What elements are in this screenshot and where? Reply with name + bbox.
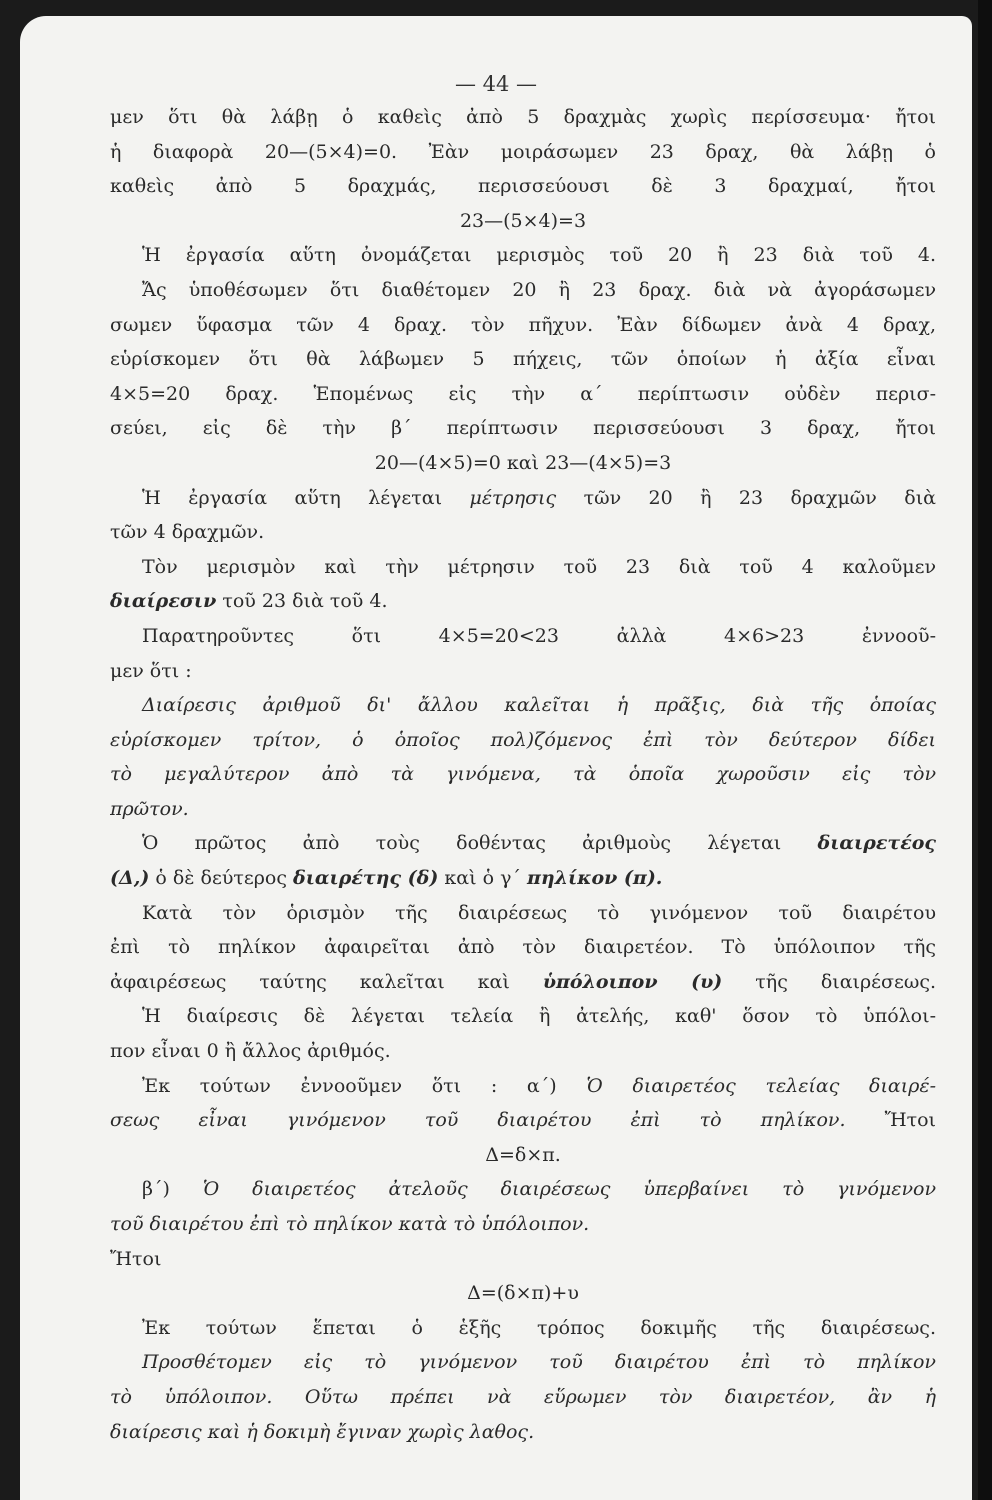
rule-text: σεως εἶναι γινόμενον τοῦ διαιρέτου ἐπὶ τὸ πηλίκον. bbox=[110, 1109, 846, 1132]
scan-edge bbox=[978, 0, 992, 1500]
text-line bbox=[110, 1103, 936, 1138]
page-number: — 44 — bbox=[454, 72, 538, 96]
text-line: Ἡ ἐργασία αὕτη ὀνομάζεται μερισμὸς τοῦ 20 ἢ 23 διὰ τοῦ 4. bbox=[142, 244, 936, 267]
term-metrisis: μέτρησις bbox=[469, 486, 557, 509]
term-diairetis: διαιρέτης (δ) bbox=[293, 867, 439, 890]
text-line bbox=[110, 861, 936, 896]
body-text bbox=[110, 100, 936, 1449]
definition-line: τὸ μεγαλύτερον ἀπὸ τὰ γινόμενα, τὰ ὁποῖα χωροῦσιν εἰς τὸν bbox=[110, 763, 936, 786]
text-line: Ἡ διαίρεσις δὲ λέγεται τελεία ἢ ἀτελής, καθ' ὅσον τὸ ὑπόλοι- bbox=[142, 1005, 936, 1028]
text-span: Ἤτοι bbox=[884, 1109, 936, 1132]
text-line bbox=[110, 584, 936, 619]
text-span: Ὁ πρῶτος ἀπὸ τοὺς δοθέντας ἀριθμοὺς λέγεται bbox=[142, 832, 782, 855]
equation: 20—(4×5)=0 καὶ 23—(4×5)=3 bbox=[374, 451, 672, 474]
term-pilikon: πηλίκον (π). bbox=[526, 867, 663, 890]
rule-text: Ὁ διαιρετέος ἀτελοῦς διαιρέσεως ὑπερβαίνει τὸ γινόμενον bbox=[202, 1178, 936, 1201]
text-line: Ἤτοι bbox=[110, 1247, 162, 1270]
text-span: Ἐκ τούτων ἐννοοῦμεν ὅτι : α΄) bbox=[142, 1074, 557, 1097]
equation: 23—(5×4)=3 bbox=[459, 209, 587, 232]
text-line bbox=[110, 965, 936, 1000]
text-span: καὶ ὁ γ΄ bbox=[444, 867, 521, 890]
text-line: Παρατηροῦντες ὅτι 4×5=20<23 ἀλλὰ 4×6>23 ἐννοοῦ- bbox=[142, 624, 936, 647]
equation: Δ=δ×π. bbox=[485, 1143, 561, 1166]
text-line bbox=[110, 481, 936, 516]
text-line: μεν ὅτι θὰ λάβῃ ὁ καθεὶς ἀπὸ 5 δραχμὰς χωρὶς περίσσευμα· ἤτοι bbox=[110, 106, 936, 128]
text-line: καθεὶς ἀπὸ 5 δραχμάς, περισσεύουσι δὲ 3 δραχμαί, ἤτοι bbox=[110, 175, 936, 198]
text-line: Ἄς ὑποθέσωμεν ὅτι διαθέτομεν 20 ἢ 23 δραχ. διὰ νὰ ἀγοράσωμεν bbox=[142, 278, 936, 301]
term-diairesis: διαίρεσιν bbox=[110, 590, 217, 613]
text-line: Ἐκ τούτων ἕπεται ὁ ἑξῆς τρόπος δοκιμῆς τῆς διαιρέσεως. bbox=[142, 1316, 936, 1339]
text-line: Τὸν μερισμὸν καὶ τὴν μέτρησιν τοῦ 23 διὰ τοῦ 4 καλοῦμεν bbox=[142, 555, 936, 578]
text-line: μεν ὅτι : bbox=[110, 659, 192, 682]
rule-line: διαίρεσις καὶ ἡ δοκιμὴ ἔγιναν χωρὶς λαθος. bbox=[110, 1420, 535, 1443]
term-diairetheos: διαιρετέος bbox=[817, 832, 936, 855]
definition-line: Διαίρεσις ἀριθμοῦ δι' ἄλλου καλεῖται ἡ πρᾶξις, διὰ τῆς ὁποίας bbox=[142, 694, 936, 717]
text-line bbox=[110, 1172, 936, 1207]
term-ypoloipon: ὑπόλοιπον (υ) bbox=[542, 970, 723, 993]
symbol-delta: (Δ,) bbox=[110, 867, 150, 890]
text-span: ἀφαιρέσεως ταύτης καλεῖται καὶ bbox=[110, 970, 510, 993]
text-line: τῶν 4 δραχμῶν. bbox=[110, 521, 265, 544]
text-line: ἡ διαφορὰ 20—(5×4)=0. Ἐὰν μοιράσωμεν 23 δραχ, θὰ λάβῃ ὁ bbox=[110, 140, 936, 163]
rule-line: τὸ ὑπόλοιπον. Οὕτω πρέπει νὰ εὕρωμεν τὸν διαιρετέον, ἂν ἡ bbox=[110, 1385, 936, 1408]
text-line bbox=[110, 826, 936, 861]
text-span: β΄) bbox=[142, 1178, 170, 1201]
text-span: τῆς διαιρέσεως. bbox=[755, 970, 936, 993]
rule-line: τοῦ διαιρέτου ἐπὶ τὸ πηλίκον κατὰ τὸ ὑπόλοιπον. bbox=[110, 1213, 590, 1235]
text-line: Κατὰ τὸν ὁρισμὸν τῆς διαιρέσεως τὸ γινόμενον τοῦ διαιρέτου bbox=[142, 901, 936, 924]
text-line: 4×5=20 δραχ. Ἑπομένως εἰς τὴν α΄ περίπτωσιν οὐδὲν περισ- bbox=[110, 382, 936, 405]
text-span: τῶν 20 ἢ 23 δραχμῶν διὰ bbox=[583, 486, 936, 509]
text-line: σεύει, εἰς δὲ τὴν β΄ περίπτωσιν περισσεύουσι 3 δραχ, ἤτοι bbox=[110, 417, 936, 440]
rule-line: Προσθέτομεν εἰς τὸ γινόμενον τοῦ διαιρέτου ἐπὶ τὸ πηλίκον bbox=[142, 1351, 936, 1374]
text-line bbox=[110, 1069, 936, 1104]
text-span: τοῦ 23 διὰ τοῦ 4. bbox=[222, 590, 388, 613]
text-line: σωμεν ὕφασμα τῶν 4 δραχ. τὸν πῆχυν. Ἐὰν δίδωμεν ἀνὰ 4 δραχ, bbox=[110, 313, 936, 336]
text-span: Ἡ ἐργασία αὕτη λέγεται bbox=[142, 486, 443, 509]
text-line: ἐπὶ τὸ πηλίκον ἀφαιρεῖται ἀπὸ τὸν διαιρετέον. Τὸ ὑπόλοιπον τῆς bbox=[110, 936, 936, 959]
text-line: εὑρίσκομεν ὅτι θὰ λάβωμεν 5 πήχεις, τῶν ὁποίων ἡ ἀξία εἶναι bbox=[110, 348, 936, 371]
text-span: ὁ δὲ δεύτερος bbox=[155, 867, 287, 890]
rule-text: Ὁ διαιρετέος τελείας διαιρέ- bbox=[586, 1074, 936, 1097]
definition-line: πρῶτον. bbox=[110, 797, 189, 820]
definition-line: εὑρίσκομεν τρίτον, ὁ ὁποῖος πολ)ζόμενος ἐπὶ τὸν δεύτερον δίδει bbox=[110, 728, 936, 751]
equation: Δ=(δ×π)+υ bbox=[467, 1282, 579, 1305]
text-line: πον εἶναι 0 ἢ ἄλλος ἀριθμός. bbox=[110, 1040, 391, 1063]
